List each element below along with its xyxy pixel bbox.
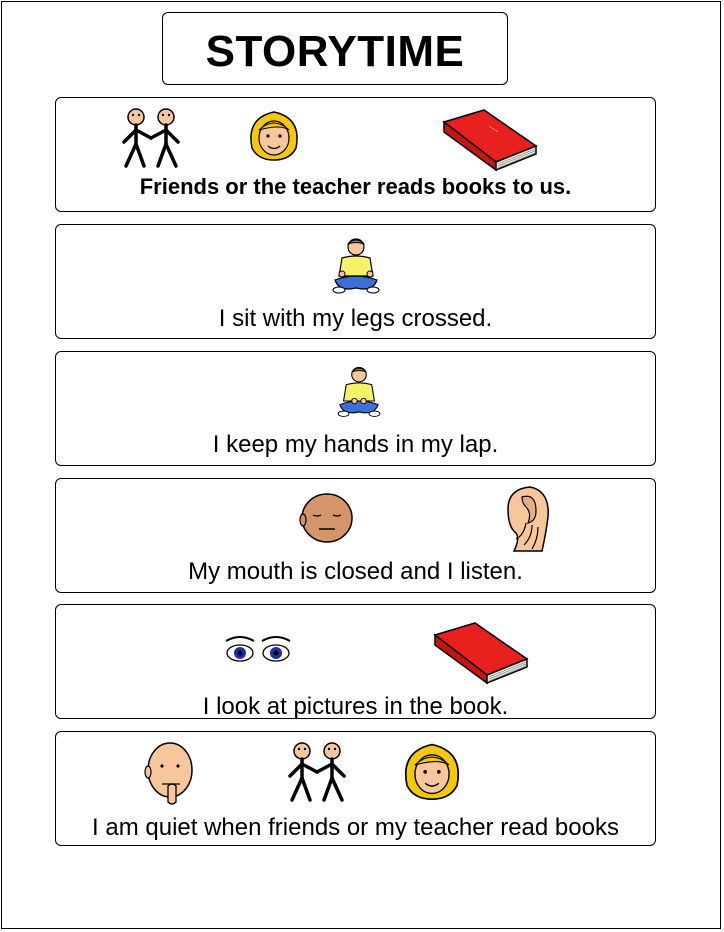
teacher-icon [396, 740, 468, 806]
sitting-child-icon [331, 232, 381, 298]
story-card-4 [55, 478, 656, 593]
quiet-face-icon [142, 740, 198, 808]
teacher-icon [244, 108, 304, 166]
title-box [162, 12, 508, 85]
story-card-2 [55, 224, 656, 339]
story-card-1 [55, 97, 656, 212]
story-card-3 [55, 351, 656, 466]
card-text-5: I look at pictures in the book. [202, 693, 509, 720]
friends-icon [282, 740, 354, 802]
story-card-6 [55, 731, 656, 846]
closed-mouth-face-icon [299, 491, 355, 545]
card-text-6: I am quiet when friends or my teacher read books [92, 814, 619, 841]
story-card-5 [55, 604, 656, 719]
eyes-icon [222, 633, 294, 665]
card-text-3: I keep my hands in my lap. [212, 431, 499, 458]
listening-ear-icon [502, 483, 552, 553]
svg-text:~~~: ~~~ [486, 124, 500, 136]
friends-icon [116, 106, 188, 168]
card-text-2: I sit with my legs crossed. [218, 305, 493, 332]
card-text-1: Friends or the teacher reads books to us. [139, 174, 572, 199]
page-title: STORYTIME [205, 26, 465, 76]
sitting-child-icon [336, 361, 382, 421]
book-icon [431, 619, 531, 685]
card-text-4: My mouth is closed and I listen. [188, 558, 523, 585]
book-icon [440, 106, 540, 172]
